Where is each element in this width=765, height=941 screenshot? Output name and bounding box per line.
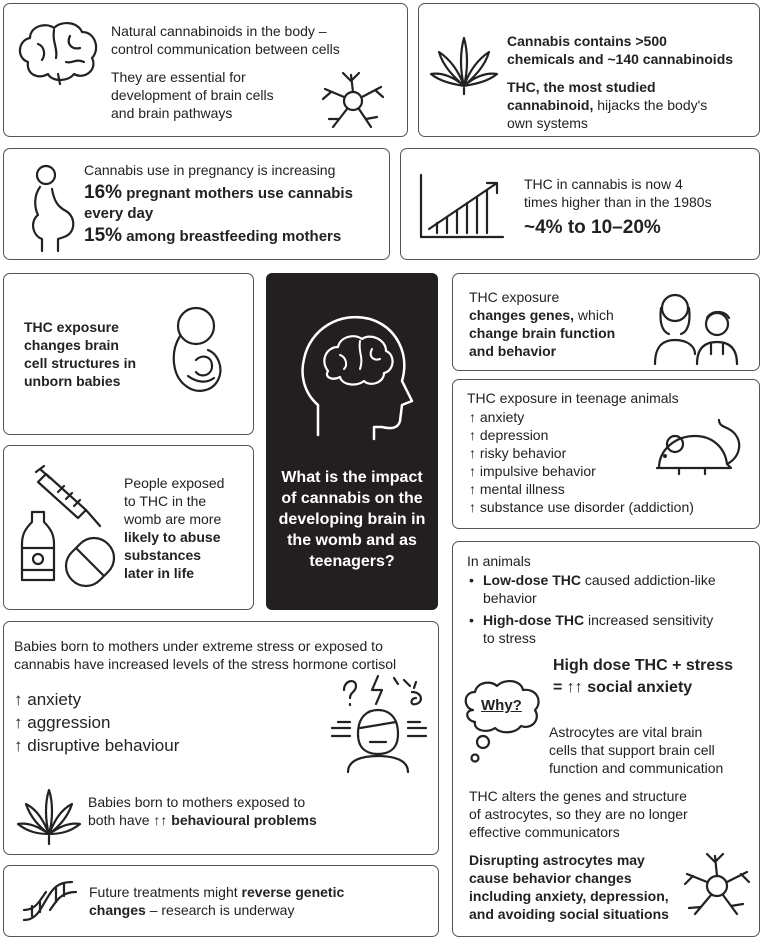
both-line2-a: both have <box>88 812 154 828</box>
cannabinoids-line1: Natural cannabinoids in the body – <box>111 23 327 39</box>
thought-bubble-icon <box>461 680 547 770</box>
teen-box <box>452 379 760 529</box>
people-icon <box>649 284 749 364</box>
center-question-box <box>266 273 438 610</box>
astrocyte-icon <box>679 848 755 924</box>
why-label: Why? <box>481 697 522 714</box>
chemicals-line3b: cannabinoid, <box>507 97 594 113</box>
potency-line2: times higher than in the 1980s <box>524 194 712 210</box>
fetus-icon <box>166 304 236 400</box>
pregnancy-box <box>3 148 390 260</box>
disrupt-line3: including anxiety, depression, <box>469 888 669 904</box>
cannabinoids-line3: They are essential for <box>111 69 246 85</box>
stress-item: ↑ disruptive behaviour <box>14 736 180 755</box>
chemicals-line2: chemicals and ~140 cannabinoids <box>507 51 734 67</box>
animals-item2-rest: increased sensitivity <box>584 612 714 628</box>
alter-line2: of astrocytes, so they are no longer <box>469 806 688 822</box>
chemicals-line3 <box>507 78 656 96</box>
genes-line2-rest: which <box>574 307 614 323</box>
unborn-line2: changes brain <box>24 337 119 353</box>
chemicals-line3-bold: THC, the most studied <box>507 79 656 95</box>
both-line2-b: ↑↑ behavioural problems <box>153 812 317 828</box>
pill-icon <box>60 536 116 592</box>
animals-item2-bold: High-dose THC <box>483 612 585 628</box>
stress-line1: Babies born to mothers under extreme stress or exposed to <box>14 638 383 654</box>
pregnancy-pct2: 15% <box>84 225 123 246</box>
pregnancy-line2b: every day <box>84 205 154 222</box>
chemicals-line4: own systems <box>507 115 588 131</box>
pregnancy-line3 <box>84 227 341 246</box>
potency-line1: THC in cannabis is now 4 <box>524 176 683 192</box>
astro-line3: function and communication <box>549 760 724 776</box>
future-box <box>3 865 439 937</box>
future-line2-b: – research is underway <box>145 902 295 918</box>
mouse-icon <box>649 414 745 484</box>
animals-bullet1: • <box>469 572 474 588</box>
teen-item: ↑ mental illness <box>469 481 565 497</box>
unborn-line3: cell structures in <box>24 355 137 371</box>
cannabinoids-box <box>3 3 408 137</box>
genes-line3: change brain function <box>469 325 616 341</box>
rising-chart-icon <box>417 173 507 243</box>
chemicals-line3c: hijacks the body's <box>593 97 708 113</box>
pregnancy-line2a: pregnant mothers use cannabis <box>122 185 353 202</box>
both-line2 <box>88 811 317 829</box>
chemicals-line3-row2 <box>507 96 707 114</box>
animals-item2-cont: to stress <box>483 630 536 646</box>
stress-list <box>14 688 179 757</box>
genes-line2 <box>469 306 614 324</box>
womb-line2: to THC in the <box>124 493 207 509</box>
unborn-box <box>3 273 254 435</box>
teen-item: ↑ depression <box>469 427 549 443</box>
disrupt-line1: Disrupting astrocytes may <box>469 852 645 868</box>
teen-item: ↑ substance use disorder (addiction) <box>469 499 694 515</box>
animals-item1-cont: behavior <box>483 590 537 606</box>
animals-bullet2: • <box>469 612 474 628</box>
stress-box <box>3 621 439 855</box>
pregnancy-line3-text: among breastfeeding mothers <box>122 228 342 245</box>
cannabis-leaf-icon <box>429 34 499 98</box>
teen-item: ↑ anxiety <box>469 409 525 425</box>
future-line1-b: reverse genetic <box>241 884 345 900</box>
pregnancy-line1: Cannabis use in pregnancy is increasing <box>84 162 336 178</box>
head-brain-icon <box>298 305 408 455</box>
potency-range: ~4% to 10–20% <box>524 217 661 238</box>
chemicals-box <box>418 3 760 137</box>
animals-highlight2: = ↑↑ social anxiety <box>553 679 693 696</box>
stress-item: ↑ anxiety <box>14 690 82 709</box>
animals-item1 <box>483 571 716 589</box>
cannabinoids-line5: and brain pathways <box>111 105 233 121</box>
genes-box <box>452 273 760 371</box>
teen-item: ↑ risky behavior <box>469 445 567 461</box>
womb-line1: People exposed <box>124 475 225 491</box>
animals-title: In animals <box>467 553 531 569</box>
animals-item1-bold: Low-dose THC <box>483 572 581 588</box>
disrupt-line4: and avoiding social situations <box>469 906 669 922</box>
brain-icon <box>14 18 104 88</box>
both-line1: Babies born to mothers exposed to <box>88 794 306 810</box>
unborn-line1: THC exposure <box>24 319 119 335</box>
teen-title: THC exposure in teenage animals <box>467 390 679 406</box>
pregnant-woman-icon <box>24 161 84 251</box>
center-title: What is the impact of cannabis on the developing brain in the womb and as teenagers? <box>278 469 426 570</box>
cannabinoids-line2: control communication between cells <box>111 41 340 57</box>
dna-icon <box>20 876 80 926</box>
neuron-icon <box>319 69 389 133</box>
chemicals-line1: Cannabis contains >500 <box>507 33 667 49</box>
future-line2-a: changes <box>89 902 146 918</box>
animals-item1-rest: caused addiction-like <box>581 572 716 588</box>
pregnancy-pct1: 16% <box>84 182 123 203</box>
teen-item: ↑ impulsive behavior <box>469 463 596 479</box>
future-line1 <box>89 883 344 901</box>
cannabinoids-line4: development of brain cells <box>111 87 274 103</box>
alter-line3: effective communicators <box>469 824 620 840</box>
potency-box <box>400 148 760 260</box>
bottle-icon <box>18 508 58 588</box>
womb-line3: womb are more <box>124 511 222 527</box>
astro-line2: cells that support brain cell <box>549 742 715 758</box>
animals-highlight1: High dose THC + stress <box>553 657 734 674</box>
genes-line4: and behavior <box>469 343 557 359</box>
pregnancy-line2 <box>84 184 353 203</box>
stress-item: ↑ aggression <box>14 713 111 732</box>
cannabis-leaf-icon <box>16 786 82 846</box>
future-line1-a: Future treatments might <box>89 884 242 900</box>
genes-line2-bold: changes genes, <box>469 307 575 323</box>
disrupt-line2: cause behavior changes <box>469 870 632 886</box>
animals-box <box>452 541 760 937</box>
womb-box <box>3 445 254 610</box>
alter-line1: THC alters the genes and structure <box>469 788 687 804</box>
astro-line1: Astrocytes are vital brain <box>549 724 703 740</box>
womb-line6: later in life <box>124 565 195 581</box>
womb-line5: substances <box>124 547 202 563</box>
unborn-line4: unborn babies <box>24 373 121 389</box>
future-line2 <box>89 901 294 919</box>
stressed-person-icon <box>320 672 450 772</box>
womb-line4: likely to abuse <box>124 529 221 545</box>
genes-line1: THC exposure <box>469 289 560 305</box>
animals-item2 <box>483 611 713 629</box>
stress-line2: cannabis have increased levels of the stress hormone cortisol <box>14 656 397 672</box>
